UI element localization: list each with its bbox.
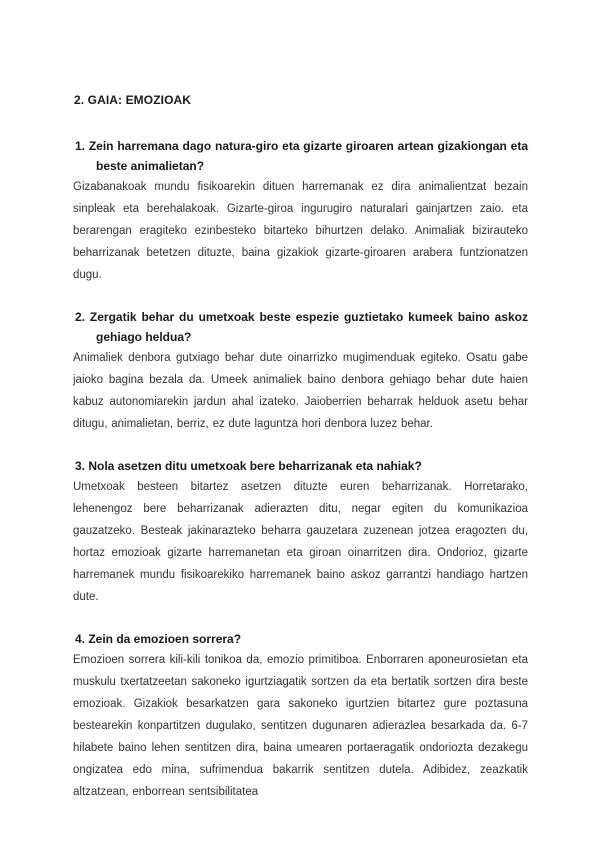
answer-2: Animaliek denbora gutxiago behar dute oinarrizko mugimenduak egiteko. Osatu gabe jaioko bagina bezala da. Umeek animaliek baino denbora gehiago behar dute haien kabuz autonomiarekin jardun ahal izateko. Jaioberrien beharrak helduok asetu behar ditugu, animalietan, berriz, ez dute laguntza hori denbora luzez behar.: [73, 352, 528, 430]
question-3: 3. Nola asetzen ditu umetxoak bere beharrizanak eta nahiak?: [75, 459, 422, 473]
page-title: 2. GAIA: EMOZIOAK: [74, 93, 192, 107]
question-1: 1. Zein harremana dago natura-giro eta gizarte giroaren artean gizakiongan eta beste animalietan?: [75, 139, 528, 173]
section-1: [73, 136, 528, 286]
answer-4: Emozioen sorrera kili-kili tonikoa da, emozio primitiboa. Enborraren aponeurosietan eta muskulu txertatzeetan sakoneko igurtziagatik sortzen da eta bertatik sortzen dira beste emozioak. Gizakiok besarkatzen gara sakoneko igurtzien bitartez gure poztasuna bestearekin konpartitzen dugulako, sentitzen dugunaren adierazlea besarkada da. 6-7 hilabete baino lehen sentitzen dira, baina umearen portaeragatik ondoriozta dezakegu ongizatea edo mina, sufrimendua bakarrik sentitzen dutela. Adibidez, zeazkatik altzatzean, enborrean sentsibilitatea: [73, 654, 528, 798]
answer-3: Umetxoak besteen bitartez asetzen dituzte euren beharrizanak. Horretarako, lehenengoz bere beharrizanak adierazten ditu, negar egiten du komunikazioa gauzatzeko. Besteak jakinarazteko beharra gauzetara zuzenean jotzea eragozten du, hortaz emozioak gizarte harremanetan eta giroan oinarritzen dira. Ondorioz, gizarte harremanek mundu fisikoarekiko harremanek baino askoz garrantzi handiago hartzen dute.: [73, 481, 528, 603]
section-4: [73, 629, 528, 803]
question-2: 2. Zergatik behar du umetxoak beste espezie guztietako kumeek baino askoz gehiago heldua?: [75, 310, 528, 344]
answer-1: Gizabanakoak mundu fisikoarekin dituen harremanak ez dira animalientzat bezain sinpleak eta berehalakoak. Gizarte-giroa ingurugiro naturalari gainjartzen zaio. eta berarengan eragiteko ezinbesteko bitarteko bihurtzen delako. Animaliak bizirauteko beharrizanak betetzen dituzte, baina gizakiok gizarte-giroaren arabera funtzionatzen dugu.: [73, 181, 528, 281]
question-4: 4. Zein da emozioen sorrera?: [75, 632, 242, 646]
section-3: [73, 456, 528, 608]
section-2: [73, 307, 528, 435]
